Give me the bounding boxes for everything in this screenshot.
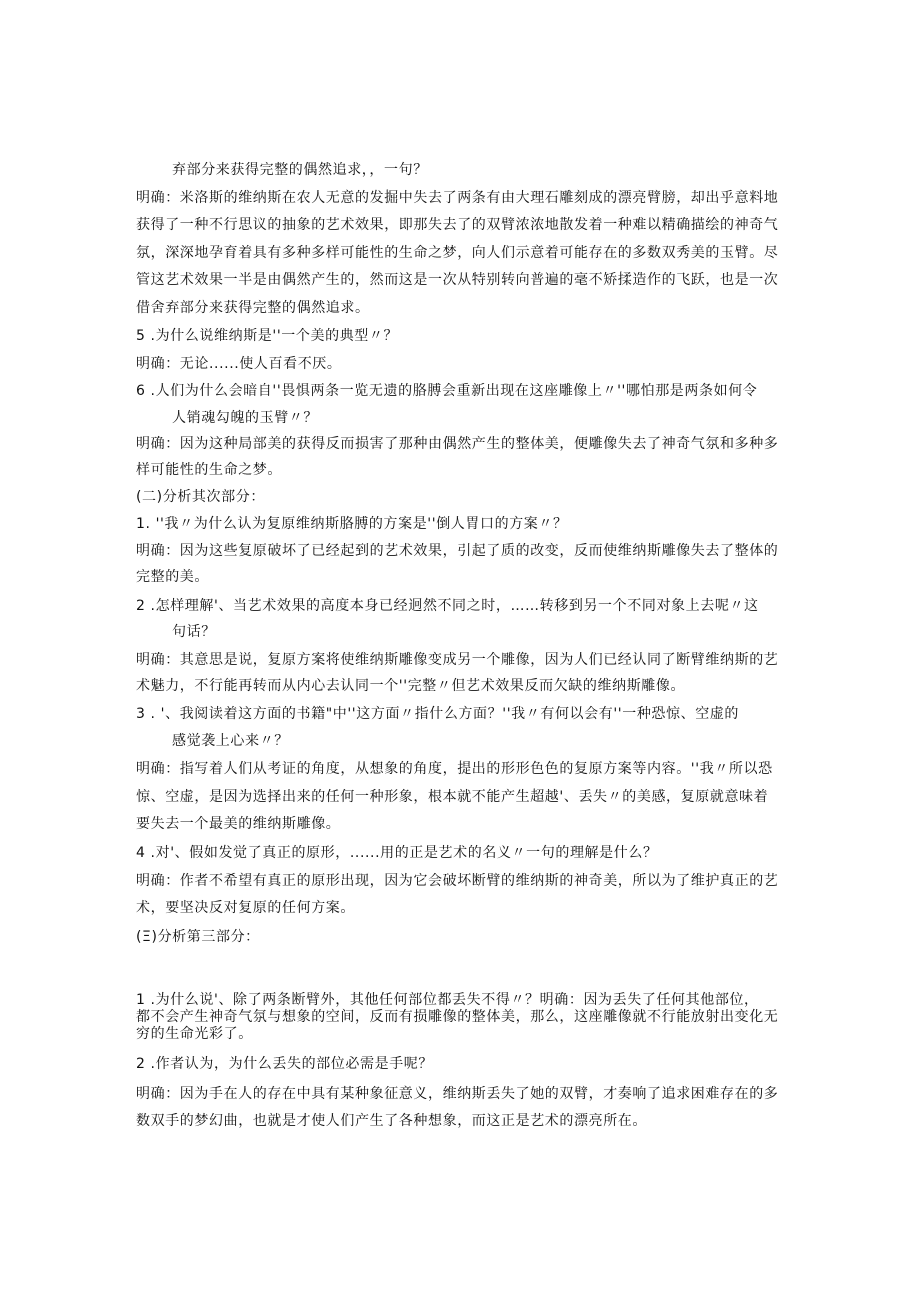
text-line: 术魅力，不行能再转而从内心去认同一个''完整〃但艺术效果反而欠缺的维纳斯雕像。 [136,678,686,694]
text-line: 明确：米洛斯的维纳斯在农人无意的发掘中失去了两条有由大理石雕刻成的漂亮臂膀，却出乎意料地 [136,190,779,206]
text-line: 穷的生命光彩了。 [136,1026,253,1042]
text-line: 惊、空虚，是因为选择出来的任何一种形象，根本就不能产生超越'、丢失〃的美感，复原就意味着 [136,789,769,805]
text-line: 获得了一种不行思议的抽象的艺术效果，即那失去了的双臂浓浓地散发着一种难以精确描绘的神奇气 [136,217,779,233]
text-line: 明确：因为手在人的存在中具有某种象征意义，维纳斯丢失了她的双臂，才奏响了追求困难存在的多 [136,1086,779,1102]
text-line: 明确：其意思是说，复原方案将使维纳斯雕像变成另一个雕像，因为人们已经认同了断臂维纳斯的艺 [136,652,779,668]
text-line: 都不会产生神奇气氛与想象的空间，反而有损雕像的整体美，那么，这座雕像就不行能放射出变化无 [136,1009,779,1025]
text-line: 2 .怎样理解'、当艺术效果的高度本身已经迥然不同之时，……转移到另一个不同对象上去呢〃这 [136,598,759,614]
text-line: 明确：无论......使人百看不厌。 [136,356,342,372]
text-line: 1. ''我〃为什么认为复原维纳斯胳膊的方案是''倒人胃口的方案〃？ [136,516,568,532]
text-line: 4 .对'、假如发觉了真正的原形，......用的正是艺术的名义〃一句的理解是什么？ [136,845,658,861]
text-line: 术，要坚决反对复原的任何方案。 [136,900,355,916]
section-heading: (二)分析其次部分： [136,489,265,505]
text-line: 1 .为什么说'、除了两条断臂外，其他任何部位都丢失不得〃？明确：因为丢失了任何其他部位， [136,992,759,1008]
text-line: 数双手的梦幻曲，也就是才使人们产生了各种想象，而这正是艺术的漂亮所在。 [136,1113,647,1129]
text-line: 明确：作者不希望有真正的原形出现，因为它会破坏断臂的维纳斯的神奇美，所以为了维护真正的艺 [136,873,779,889]
text-line: 样可能性的生命之梦。 [136,462,282,478]
text-line: 明确：因为这种局部美的获得反而损害了那种由偶然产生的整体美，便雕像失去了神奇气氛和多种多 [136,436,779,452]
section-heading: (Ξ)分析第三部分： [136,929,260,945]
text-line: 明确：指写着人们从考证的角度，从想象的角度，提出的形形色色的复原方案等内容。''我〃所以恐 [136,761,773,777]
text-line: 人销魂勾魄的玉臂〃？ [172,410,318,426]
text-line: 感觉袭上心来〃？ [172,733,289,749]
text-line: 管这艺术效果一半是由偶然产生的，然而这是一次从特别转向普遍的毫不矫揉造作的飞跃，也是一次 [136,272,779,288]
text-line: 5 .为什么说维纳斯是''一个美的典型〃？ [136,328,399,344]
text-line: 明确：因为这些复原破坏了已经起到的艺术效果，引起了质的改变，反而使维纳斯雕像失去了整体的 [136,543,779,559]
text-line: 6 .人们为什么会暗自''畏惧两条一览无遗的胳膊会重新出现在这座雕像上〃''哪怕那是两条如何令 [136,383,758,399]
text-line: 句话？ [172,624,216,640]
text-line: 氛，深深地孕育着具有多种多样可能性的生命之梦，向人们示意着可能存在的多数双秀美的玉臂。尽 [136,245,779,261]
text-line: 弃部分来获得完整的偶然追求，，一句？ [172,162,428,178]
text-line: 借舍弃部分来获得完整的偶然追求。 [136,300,370,316]
text-line: 3 . '、我阅读着这方面的书籍"中''这方面〃指什么方面？''我〃有何以会有''一种恐惊、空虚的 [136,706,740,722]
text-line: 完整的美。 [136,569,209,585]
text-line: 2 .作者认为，为什么丢失的部位必需是手呢？ [136,1056,434,1072]
text-line: 要失去一个最美的维纳斯雕像。 [136,816,341,832]
